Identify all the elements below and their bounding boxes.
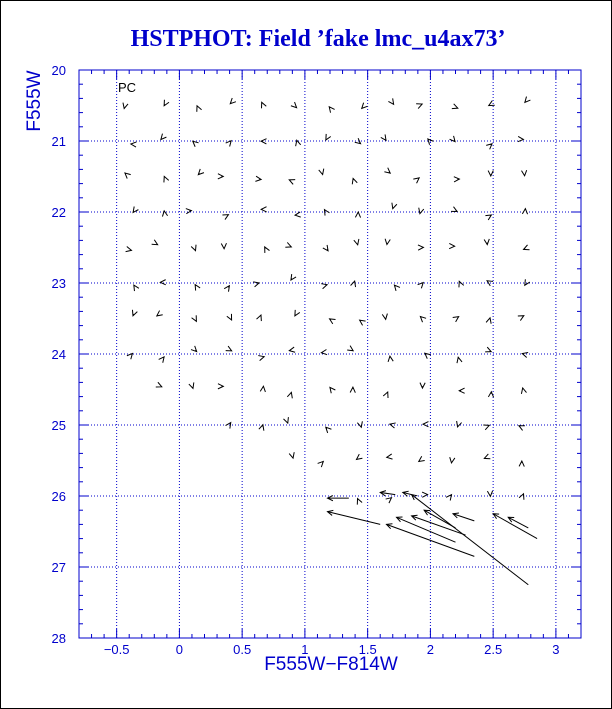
x-tick-label: 2	[426, 642, 435, 657]
x-tick-label: 1	[301, 642, 309, 657]
y-tick-label: 27	[51, 560, 66, 575]
y-tick-label: 28	[51, 631, 66, 646]
x-tick-label: −0.5	[103, 642, 130, 657]
y-tick-label: 21	[51, 134, 66, 149]
y-tick-label: 20	[51, 63, 66, 78]
panel-label: PC	[118, 80, 137, 95]
y-tick-label: 23	[51, 276, 66, 291]
x-tick-label: 0.5	[233, 642, 252, 657]
x-tick-label: 3	[552, 642, 560, 657]
x-tick-label: 1.5	[358, 642, 377, 657]
y-axis-label: F555W	[24, 70, 45, 132]
figure-border	[1, 1, 612, 709]
x-tick-label: 2.5	[484, 642, 503, 657]
y-tick-label: 22	[51, 205, 66, 220]
chart-title: HSTPHOT: Field ’fake lmc_u4ax73’	[130, 26, 506, 52]
x-axis-label: F555W−F814W	[264, 654, 398, 675]
x-tick-label: 0	[175, 642, 184, 657]
y-tick-label: 24	[51, 347, 66, 362]
y-tick-label: 25	[51, 418, 66, 433]
y-tick-label: 26	[51, 489, 66, 504]
